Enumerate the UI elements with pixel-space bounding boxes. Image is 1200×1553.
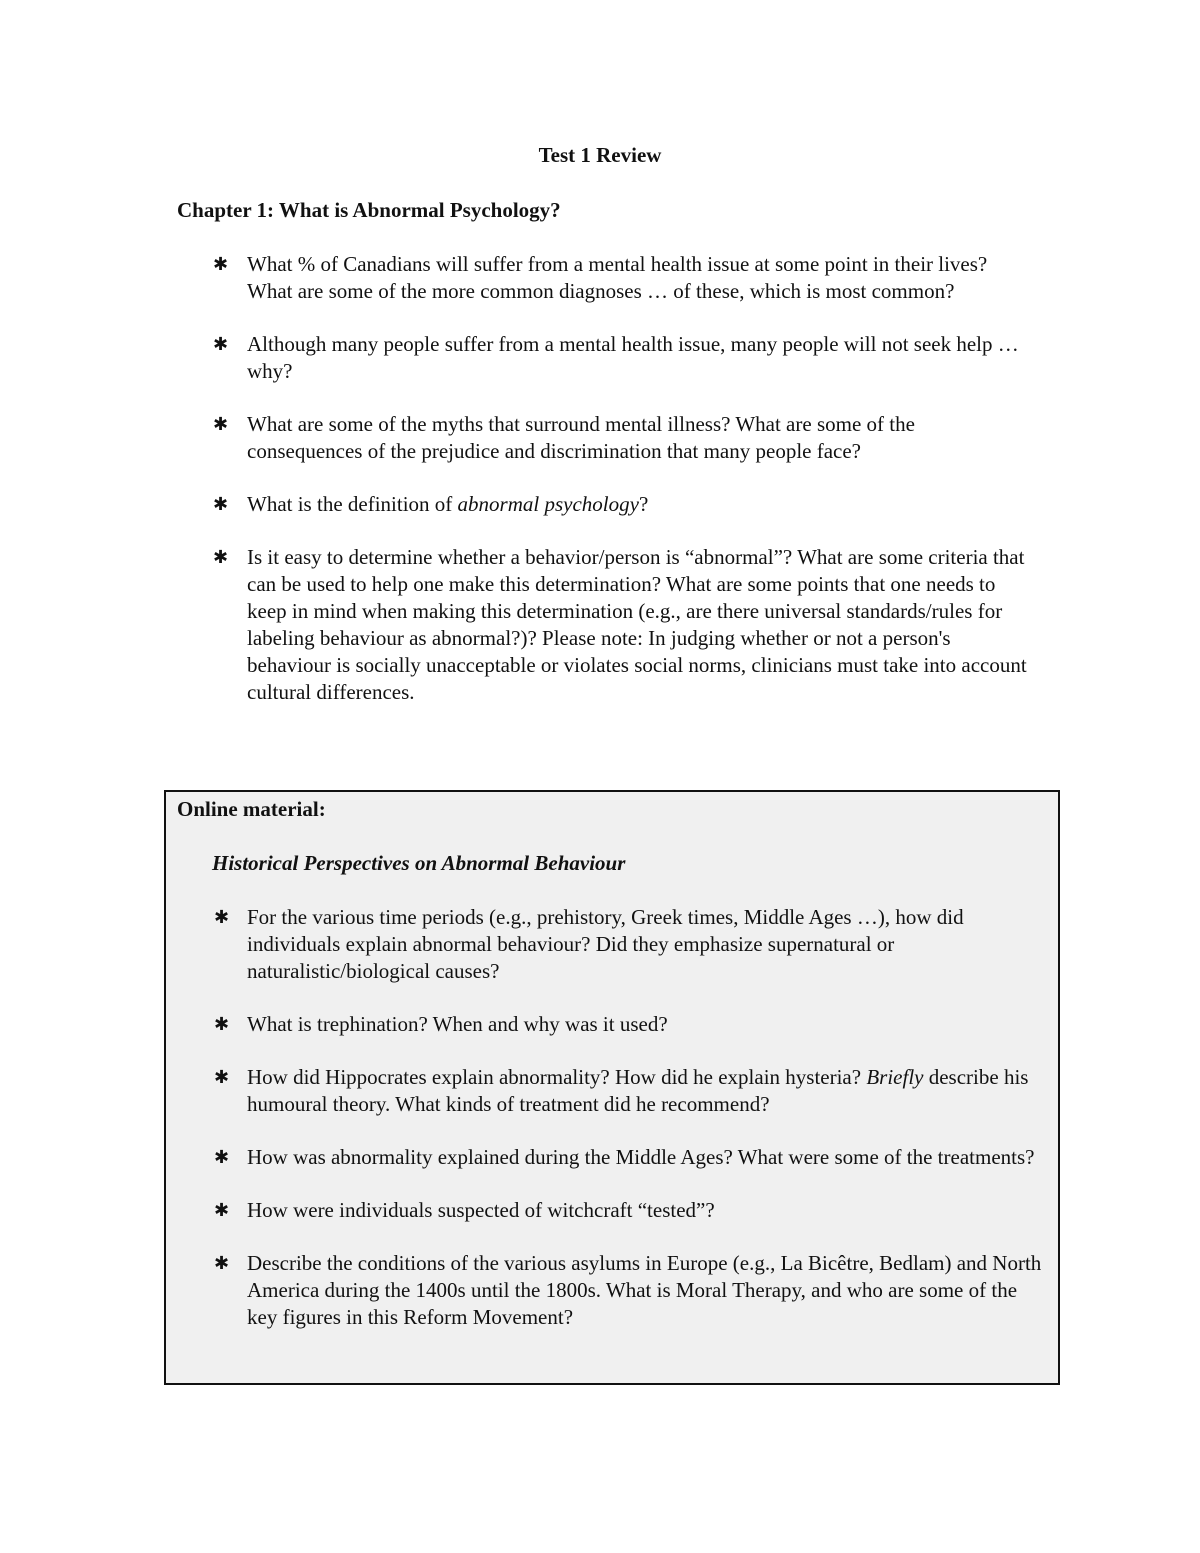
- question-text: Describe the conditions of the various asylums in Europe (e.g., La Bicêtre, Bedlam) and North America during the 1400s until the 1800s. What is Moral Therapy, and who are some of the key figures in this Reform Movement?: [247, 1251, 1042, 1329]
- question-text-part: describe his humoural theory. What kinds of treatment did he recommend?: [247, 1065, 1029, 1116]
- asterisk-bullet-icon: ✱: [213, 414, 229, 434]
- chapter-question-list: [0, 251, 1200, 732]
- asterisk-bullet-icon: ✱: [214, 1014, 230, 1034]
- asterisk-bullet-icon: ✱: [213, 547, 229, 567]
- list-item: [0, 411, 1200, 465]
- question-text: For the various time periods (e.g., prehistory, Greek times, Middle Ages …), how did individuals explain abnormal behaviour? Did they emphasize supernatural or naturalistic/biological causes?: [247, 905, 964, 983]
- asterisk-bullet-icon: ✱: [214, 1200, 230, 1220]
- question-text-part: What is the definition of: [247, 492, 458, 516]
- list-item: [0, 491, 1200, 518]
- list-item: [0, 544, 1200, 706]
- asterisk-bullet-icon: ✱: [214, 1147, 230, 1167]
- asterisk-bullet-icon: ✱: [214, 907, 230, 927]
- page-title: Test 1 Review: [538, 143, 662, 167]
- online-question-list: [166, 904, 1058, 1357]
- question-text: How was abnormality explained during the Middle Ages? What were some of the treatments?: [247, 1145, 1035, 1169]
- list-item: [166, 1250, 1058, 1331]
- question-text: Although many people suffer from a mental health issue, many people will not seek help … why?: [247, 332, 1019, 383]
- question-text: What % of Canadians will suffer from a mental health issue at some point in their lives? What are some of the more common diagnoses … of these, which is most common?: [247, 252, 988, 303]
- online-material-subheading: Historical Perspectives on Abnormal Behaviour: [212, 851, 626, 875]
- list-item: [166, 1011, 1058, 1038]
- list-item: [166, 1144, 1058, 1171]
- question-text: How were individuals suspected of witchcraft “tested”?: [247, 1198, 715, 1222]
- emphasized-term: Briefly: [866, 1065, 924, 1089]
- question-text: Is it easy to determine whether a behavior/person is “abnormal”? What are some criteria that can be used to help one make this determination? What are some points that one needs to keep in mind when making this determination (e.g., are there universal standards/rules for labeling behaviour as abnormal?)? Please note: In judging whether or not a person's behaviour is socially unacceptable or violates social norms, clinicians must take into account cultural differences.: [247, 545, 1027, 704]
- question-text-part: ?: [638, 492, 649, 516]
- question-text: What is trephination? When and why was it used?: [247, 1012, 668, 1036]
- list-item: [166, 1197, 1058, 1224]
- question-text: [247, 1065, 1028, 1116]
- list-item: [0, 331, 1200, 385]
- question-text: [247, 492, 648, 516]
- online-material-box: [164, 790, 1060, 1385]
- list-item: [166, 1064, 1058, 1118]
- asterisk-bullet-icon: ✱: [214, 1067, 230, 1087]
- asterisk-bullet-icon: ✱: [214, 1253, 230, 1273]
- list-item: [166, 904, 1058, 985]
- asterisk-bullet-icon: ✱: [213, 334, 229, 354]
- question-text-part: How did Hippocrates explain abnormality? How did he explain hysteria?: [247, 1065, 867, 1089]
- emphasized-term: abnormal psychology: [457, 492, 639, 516]
- asterisk-bullet-icon: ✱: [213, 254, 229, 274]
- online-material-heading: Online material:: [177, 797, 326, 821]
- chapter-heading: Chapter 1: What is Abnormal Psychology?: [177, 198, 561, 222]
- asterisk-bullet-icon: ✱: [213, 494, 229, 514]
- question-text: What are some of the myths that surround mental illness? What are some of the consequences of the prejudice and discrimination that many people face?: [247, 412, 915, 463]
- list-item: [0, 251, 1200, 305]
